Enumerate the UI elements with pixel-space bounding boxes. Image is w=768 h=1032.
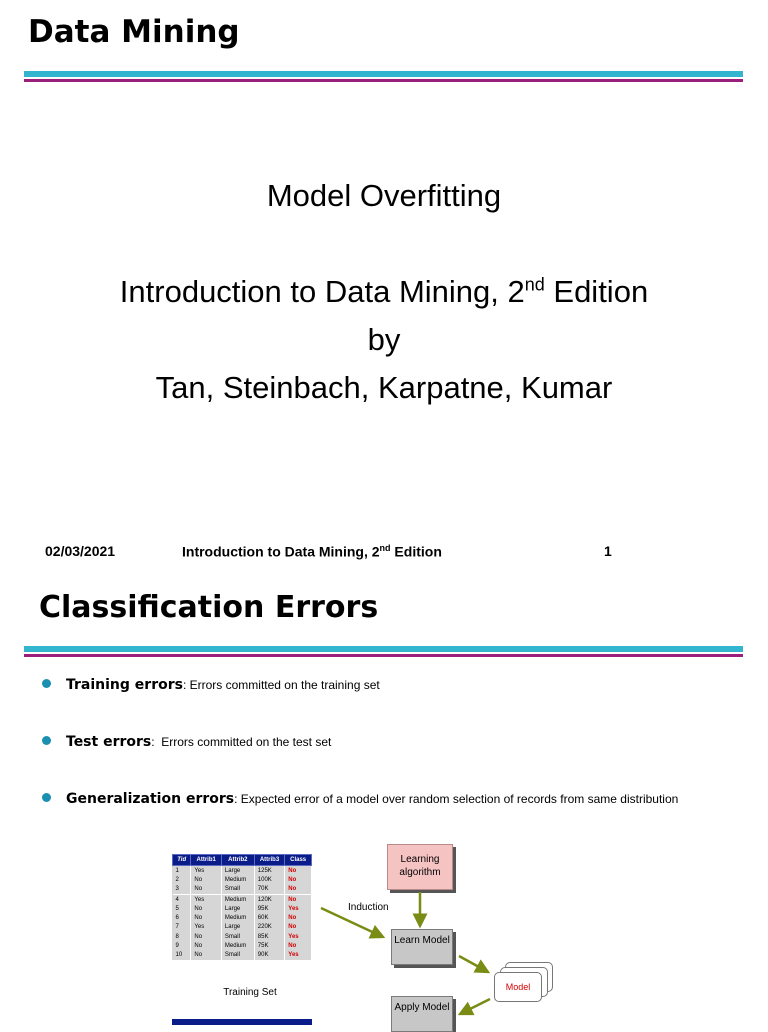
- table-cell: 60K: [254, 913, 285, 922]
- footer-date: 02/03/2021: [45, 543, 116, 559]
- footer-book-title: Introduction to Data Mining, 2nd Edition: [182, 543, 442, 560]
- table-cell: No: [191, 951, 222, 960]
- slide1-book-title: Introduction to Data Mining, 2nd Edition: [119, 274, 649, 309]
- table-cell: No: [285, 894, 312, 904]
- bullet-test-errors: Test errors: Errors committed on the test set: [66, 734, 332, 750]
- table-cell: No: [191, 885, 222, 895]
- table-cell: Yes: [191, 894, 222, 904]
- table-cell: 3: [173, 885, 191, 895]
- table-cell: Yes: [191, 866, 222, 876]
- table-cell: Medium: [221, 913, 254, 922]
- table-cell: Yes: [191, 923, 222, 932]
- induction-label: Induction: [348, 902, 389, 913]
- table-cell: Small: [221, 885, 254, 895]
- bullet-training-errors: Training errors: Errors committed on the training set: [66, 677, 380, 693]
- table-cell: 90K: [254, 951, 285, 960]
- slide1-by: by: [367, 322, 401, 357]
- table-cell: 9: [173, 941, 191, 950]
- slide1-header: Data Mining: [28, 14, 240, 50]
- model-to-apply-arrow: [460, 999, 490, 1014]
- table-cell: 75K: [254, 941, 285, 950]
- table-cell: Small: [221, 951, 254, 960]
- table-cell: Large: [221, 904, 254, 913]
- table-cell: No: [285, 885, 312, 895]
- table-cell: 2: [173, 875, 191, 884]
- slide1-title: Model Overfitting: [266, 178, 502, 213]
- learn-to-model-arrow: [459, 956, 488, 972]
- training-set-label: Training Set: [223, 987, 277, 998]
- table-cell: No: [191, 913, 222, 922]
- table-cell: 220K: [254, 923, 285, 932]
- table-cell: Medium: [221, 941, 254, 950]
- table-cell: No: [285, 913, 312, 922]
- table-cell: 70K: [254, 885, 285, 895]
- table-cell: No: [285, 866, 312, 876]
- table-cell: 4: [173, 894, 191, 904]
- table-cell: 85K: [254, 932, 285, 941]
- table-cell: No: [191, 941, 222, 950]
- table-cell: Small: [221, 932, 254, 941]
- table-cell: Medium: [221, 875, 254, 884]
- model-box: Model: [494, 972, 542, 1002]
- table-header-row: Tid Attrib1 Attrib2 Attrib3 Class: [173, 855, 312, 866]
- learning-algorithm-box: Learning algorithm: [387, 844, 453, 890]
- table-cell: No: [285, 875, 312, 884]
- table-cell: 10: [173, 951, 191, 960]
- table-cell: 5: [173, 904, 191, 913]
- slide1-authors: Tan, Steinbach, Karpatne, Kumar: [155, 370, 613, 405]
- table-cell: 1: [173, 866, 191, 876]
- table-cell: Large: [221, 866, 254, 876]
- apply-model-box: Apply Model: [391, 996, 453, 1032]
- table-cell: No: [191, 904, 222, 913]
- table-cell: Yes: [285, 951, 312, 960]
- table-cell: No: [191, 932, 222, 941]
- table-cell: No: [191, 875, 222, 884]
- table-cell: 100K: [254, 875, 285, 884]
- table-cell: 120K: [254, 894, 285, 904]
- table-cell: Yes: [285, 932, 312, 941]
- bullet-generalization-errors: Generalization errors: Expected error of a model over random selection of records from same distribution: [66, 791, 679, 807]
- learn-model-box: Learn Model: [391, 929, 453, 965]
- table-cell: No: [285, 941, 312, 950]
- table-cell: 8: [173, 932, 191, 941]
- table-cell: 7: [173, 923, 191, 932]
- table-cell: Large: [221, 923, 254, 932]
- table-cell: Medium: [221, 894, 254, 904]
- table-cell: No: [285, 923, 312, 932]
- table-cell: 6: [173, 913, 191, 922]
- induction-arrow: [321, 908, 383, 937]
- table-cell: 125K: [254, 866, 285, 876]
- footer-page-number: 1: [604, 543, 612, 559]
- table-cell: 95K: [254, 904, 285, 913]
- table-cell: Yes: [285, 904, 312, 913]
- slide2-title: Classification Errors: [39, 590, 379, 625]
